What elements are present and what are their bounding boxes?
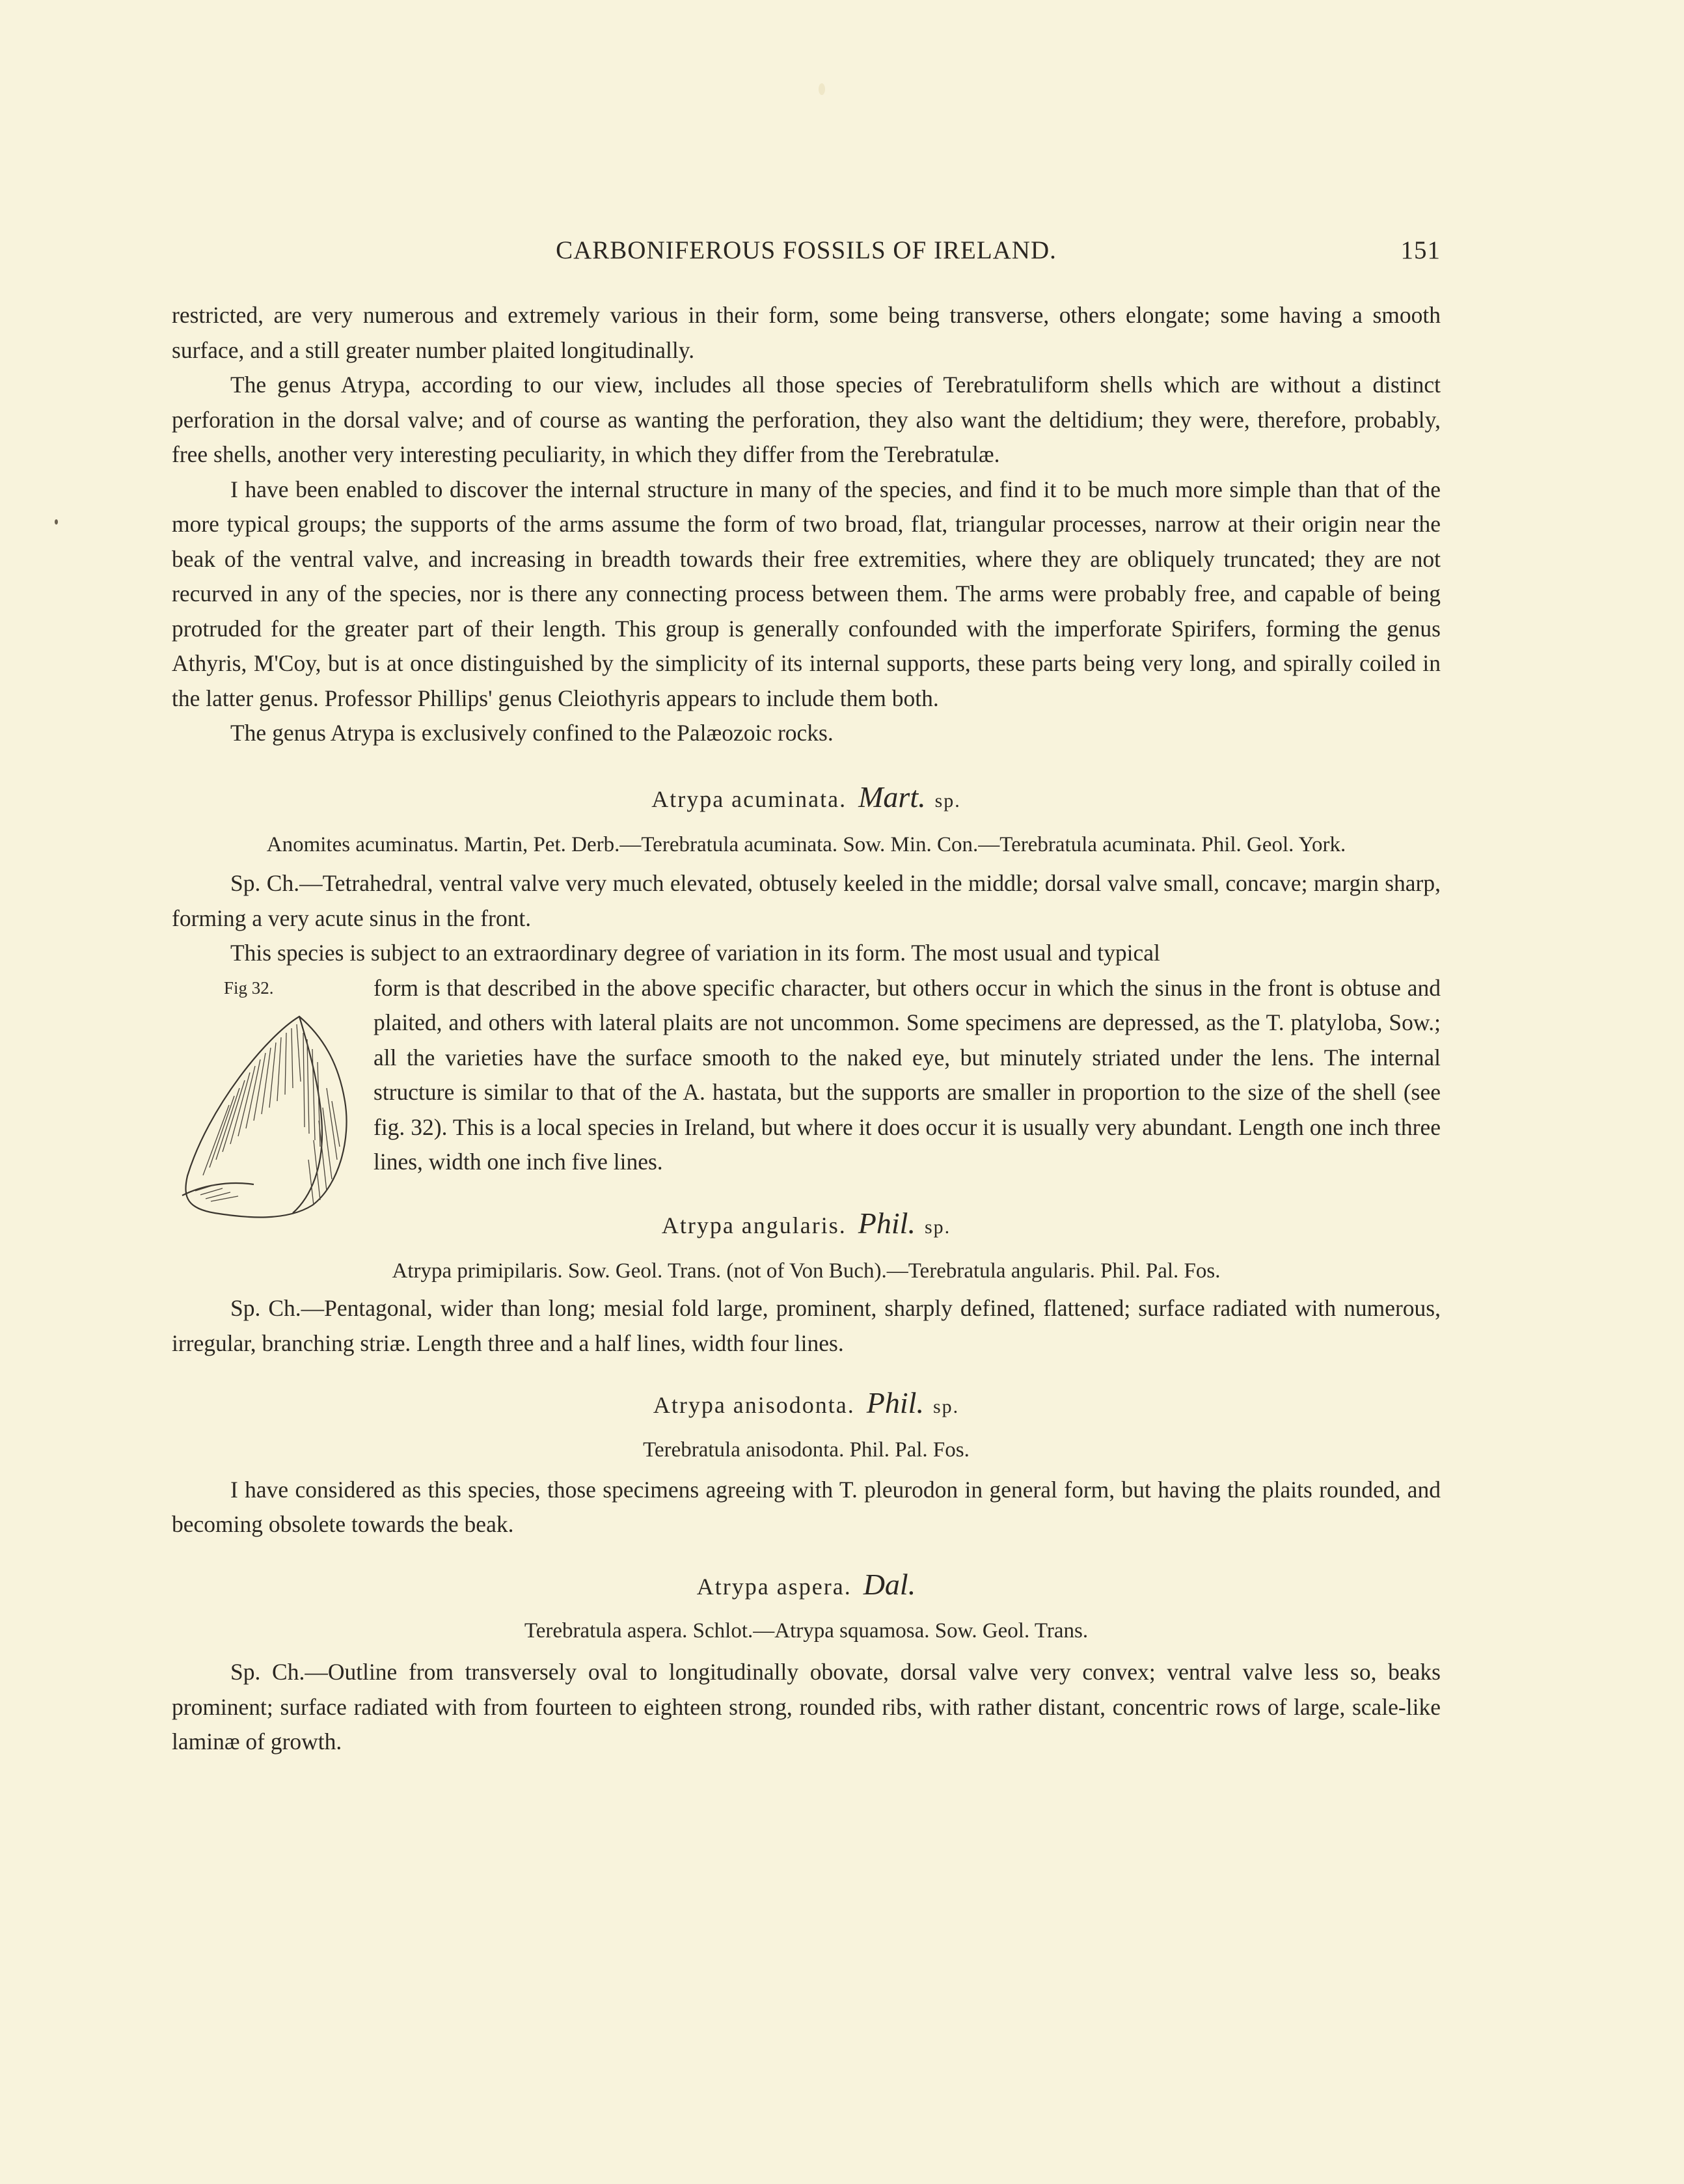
paper-stain	[819, 83, 825, 95]
figure-block	[172, 971, 1441, 1180]
species-sp: sp.	[924, 1216, 951, 1238]
species-heading	[172, 780, 1441, 819]
specific-character: Sp. Ch.—Outline from transversely oval to longitudinally obovate, dorsal valve very convex; ventral valve less so, beaks prominent; surface radiated with from fourteen to eighteen strong, rounded ribs, with rather distant, concentric rows of large, scale-like laminæ of growth.	[172, 1659, 1441, 1754]
species-heading	[172, 1567, 1441, 1605]
specific-character: Sp. Ch.—Pentagonal, wider than long; mesial fold large, prominent, sharply defined, flattened; surface radiated with numerous, irregular, branching striæ. Length three and a half lines, width four lines.	[172, 1295, 1441, 1356]
paragraph: I have been enabled to discover the internal structure in many of the species, and find it to be much more simple than that of the more typical groups; the supports of the arms assume the form of two broad, flat, triangular processes, narrow at their origin near the beak of the ventral valve, and increasing in breadth towards their free extremities, where they are obliquely truncated; they are not recurved in any of the species, nor is there any connecting process between them. The arms were probably free, and capable of being protruded for the greater part of their length. This group is generally confounded with the imperforate Spirifers, forming the genus Athyris, M'Coy, but is at once distinguished by the simplicity of its internal supports, these parts being very long, and spirally coiled in the latter genus. Professor Phillips' genus Cleiothyris appears to include them both.	[172, 476, 1441, 711]
shell-figure	[176, 1010, 364, 1231]
running-title: CARBONIFEROUS FOSSILS OF IRELAND.	[556, 236, 1057, 264]
species-author: Phil.	[858, 1206, 916, 1240]
species-author: Mart.	[858, 780, 926, 813]
specific-character: Sp. Ch.—Tetrahedral, ventral valve very much elevated, obtusely keeled in the middle; dorsal valve small, concave; margin sharp, forming a very acute sinus in the front.	[172, 870, 1441, 931]
synonymy: Terebratula anisodonta. Phil. Pal. Fos.	[643, 1438, 970, 1462]
paragraph: The genus Atrypa is exclusively confined to the Palæozoic rocks.	[230, 720, 834, 746]
paper-speck	[55, 519, 58, 525]
description: I have considered as this species, those specimens agreeing with T. pleurodon in general form, but having the plaits rounded, and becoming obsolete towards the beak.	[172, 1476, 1441, 1537]
species-sp: sp.	[934, 789, 961, 812]
species-author: Dal.	[863, 1567, 916, 1601]
species-name: Atrypa aspera.	[696, 1573, 852, 1600]
species-heading	[172, 1385, 1441, 1425]
paragraph: restricted, are very numerous and extremely various in their form, some being transverse, others elongate; some having a smooth surface, and a still greater number plaited longitudinally.	[172, 302, 1441, 363]
synonymy: Atrypa primipilaris. Sow. Geol. Trans. (not of Von Buch).—Terebratula angularis. Phil. Pal. Fos.	[392, 1259, 1221, 1283]
species-sp: sp.	[932, 1396, 960, 1417]
synonymy: Terebratula aspera. Schlot.—Atrypa squamosa. Sow. Geol. Trans.	[524, 1619, 1089, 1643]
synonymy: Anomites acuminatus. Martin, Pet. Derb.—Terebratula acuminata. Sow. Min. Con.—Terebratula acuminata. Phil. Geol. York.	[266, 833, 1346, 856]
main-text	[172, 298, 1441, 1760]
page-number: 151	[1400, 236, 1441, 264]
species-name: Atrypa angularis.	[661, 1212, 847, 1238]
species-author: Phil.	[866, 1386, 924, 1419]
species-name: Atrypa anisodonta.	[653, 1392, 855, 1418]
figure-label: Fig 32.	[224, 977, 274, 998]
species-name: Atrypa acuminata.	[651, 785, 847, 812]
description: This species is subject to an extraordinary degree of variation in its form. The most usual and typical	[230, 940, 1160, 966]
paragraph: The genus Atrypa, according to our view, includes all those species of Terebratuliform shells which are without a distinct perforation in the dorsal valve; and of course as wanting the perforation, they also want the deltidium; they were, therefore, probably, free shells, another very interesting peculiarity, in which they differ from the Terebratulæ.	[172, 372, 1441, 467]
description-with-figure: form is that described in the above specific character, but others occur in which the sinus in the front is obtuse and plaited, and others with lateral plaits are not uncommon. Some specimens are depressed, as the T. platyloba, Sow.; all the varieties have the surface smooth to the naked eye, but minutely striated under the lens. The internal structure is similar to that of the A. hastata, but the supports are smaller in proportion to the size of the shell (see fig. 32). This is a local species in Ireland, but where it does occur it is usually very abundant. Length one inch three lines, width one inch five lines.	[373, 974, 1441, 1175]
running-head	[172, 236, 1441, 275]
